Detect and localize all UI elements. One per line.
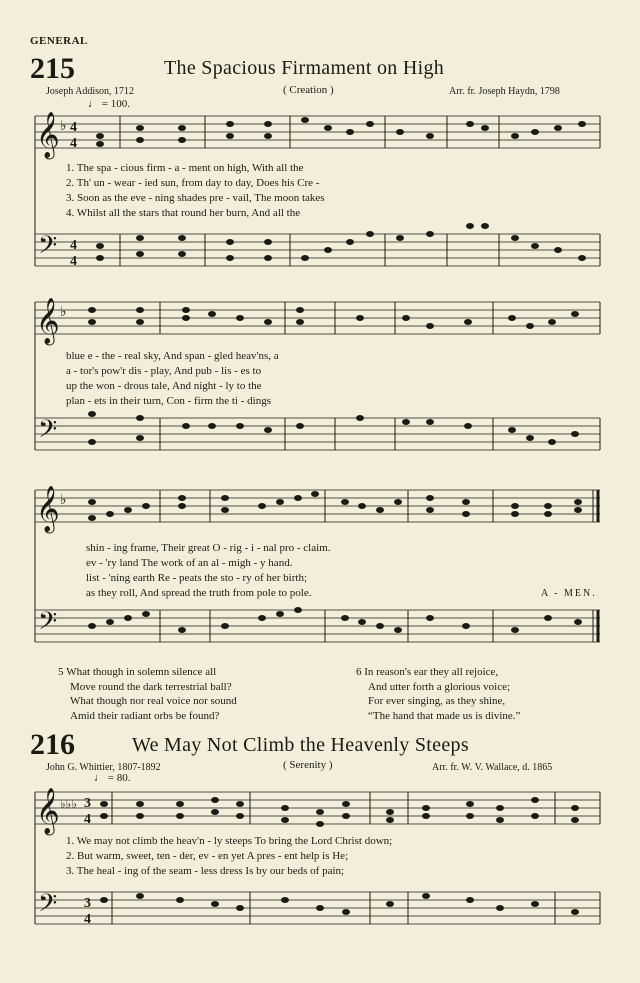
svg-text:3: 3 [84,896,91,911]
key-signature-icon: ♭ [60,493,67,508]
lyric-line: plan - ets in their turn, Con - firm the ti - dings [66,395,271,407]
svg-text:4: 4 [84,912,91,927]
svg-text:4: 4 [70,238,77,253]
lyric-line: 2. But warm, sweet, ten - der, ev - en yet A pres - ent help is He; [66,850,349,862]
bass-clef-icon: 𝄢 [38,416,58,449]
stanza-line: “The hand that made us is divine.” [368,709,521,722]
lyric-line: 2. Th' un - wear - ied sun, from day to day, Does his Cre - [66,177,320,189]
bass-clef-icon: 𝄢 [38,890,58,923]
lyric-line: 1. The spa - cious firm - a - ment on high, With all the [66,162,304,174]
lyric-line: as they roll, And spread the truth from pole to pole. [86,587,312,599]
treble-clef-icon: 𝄞 [36,788,60,833]
time-signature-icon: 4 [70,120,77,135]
lyric-line: 3. The heal - ing of the seam - less dress Is by our beds of pain; [66,865,345,877]
svg-text:4: 4 [84,812,91,827]
lyric-line: blue e - the - real sky, And span - gled heav'ns, a [66,350,279,362]
stanza-line: For ever singing, as they shine, [368,695,506,707]
stanza-line: What though in solemn silence all [66,666,217,678]
key-signature-icon: ♭ [60,119,67,134]
tempo-marking: ♩ = 80. [94,772,131,784]
svg-text:4: 4 [70,254,77,269]
final-barline [593,490,598,642]
author-credit: Joseph Addison, 1712 [46,86,135,97]
stanza-line: Amid their radiant orbs be found? [70,709,220,722]
tempo-marking: ♩ = 100. [88,98,130,110]
hymn-title: The Spacious Firmament on High [164,57,445,79]
hymn-title: We May Not Climb the Heavenly Steeps [132,734,469,756]
bass-clef-icon: 𝄢 [38,608,58,641]
stanza-5 [58,665,237,723]
hymn-number: 215 [30,52,75,85]
lyric-line: 1. We may not climb the heav'n - ly steeps To bring the Lord Christ down; [66,835,393,847]
treble-clef-icon: 𝄞 [36,298,60,343]
hymn-number: 216 [30,728,75,761]
lyric-line: 4. Whilst all the stars that round her burn, And all the [66,207,301,219]
stanza-6 [356,665,520,723]
arranger-credit: Arr. fr. W. V. Wallace, d. 1865 [432,762,553,773]
time-signature-icon: 3 [84,796,91,811]
key-signature-icon: ♭♭♭ [60,797,77,811]
tune-name: ( Creation ) [283,84,334,96]
stanza-number: 5 [58,666,64,678]
arranger-credit: Arr. fr. Joseph Haydn, 1798 [449,86,560,97]
treble-clef-icon: 𝄞 [36,486,60,531]
lyric-line: shin - ing frame, Their great O - rig - i - nal pro - claim. [86,542,331,554]
section-label: GENERAL [30,35,88,47]
lyric-line: ev - 'ry land The work of an al - migh - y hand. [86,557,293,569]
treble-clef-icon: 𝄞 [36,112,60,157]
key-signature-icon: ♭ [60,305,67,320]
lyric-line: a - tor's pow'r dis - play, And pub - lis - es to [66,365,262,377]
svg-text:4: 4 [70,136,77,151]
lyric-line: up the won - drous tale, And night - ly to the [66,380,262,392]
lyric-line: 3. Soon as the eve - ning shades pre - vail, The moon takes [66,192,325,204]
stanza-number: 6 [356,666,362,678]
stanza-line: Move round the dark terrestrial ball? [70,680,232,693]
author-credit: John G. Whittier, 1807-1892 [46,762,161,773]
note-heads [96,117,586,261]
tune-name: ( Serenity ) [283,759,333,771]
stanza-line: And utter forth a glorious voice; [368,680,511,693]
amen-text: A - MEN. [541,588,597,599]
stanza-line: In reason's ear they all rejoice, [364,666,499,678]
lyric-line: list - 'ning earth Re - peats the sto - ry of her birth; [86,572,308,584]
bass-clef-icon: 𝄢 [38,232,58,265]
stanza-line: What though nor real voice nor sound [70,695,237,707]
